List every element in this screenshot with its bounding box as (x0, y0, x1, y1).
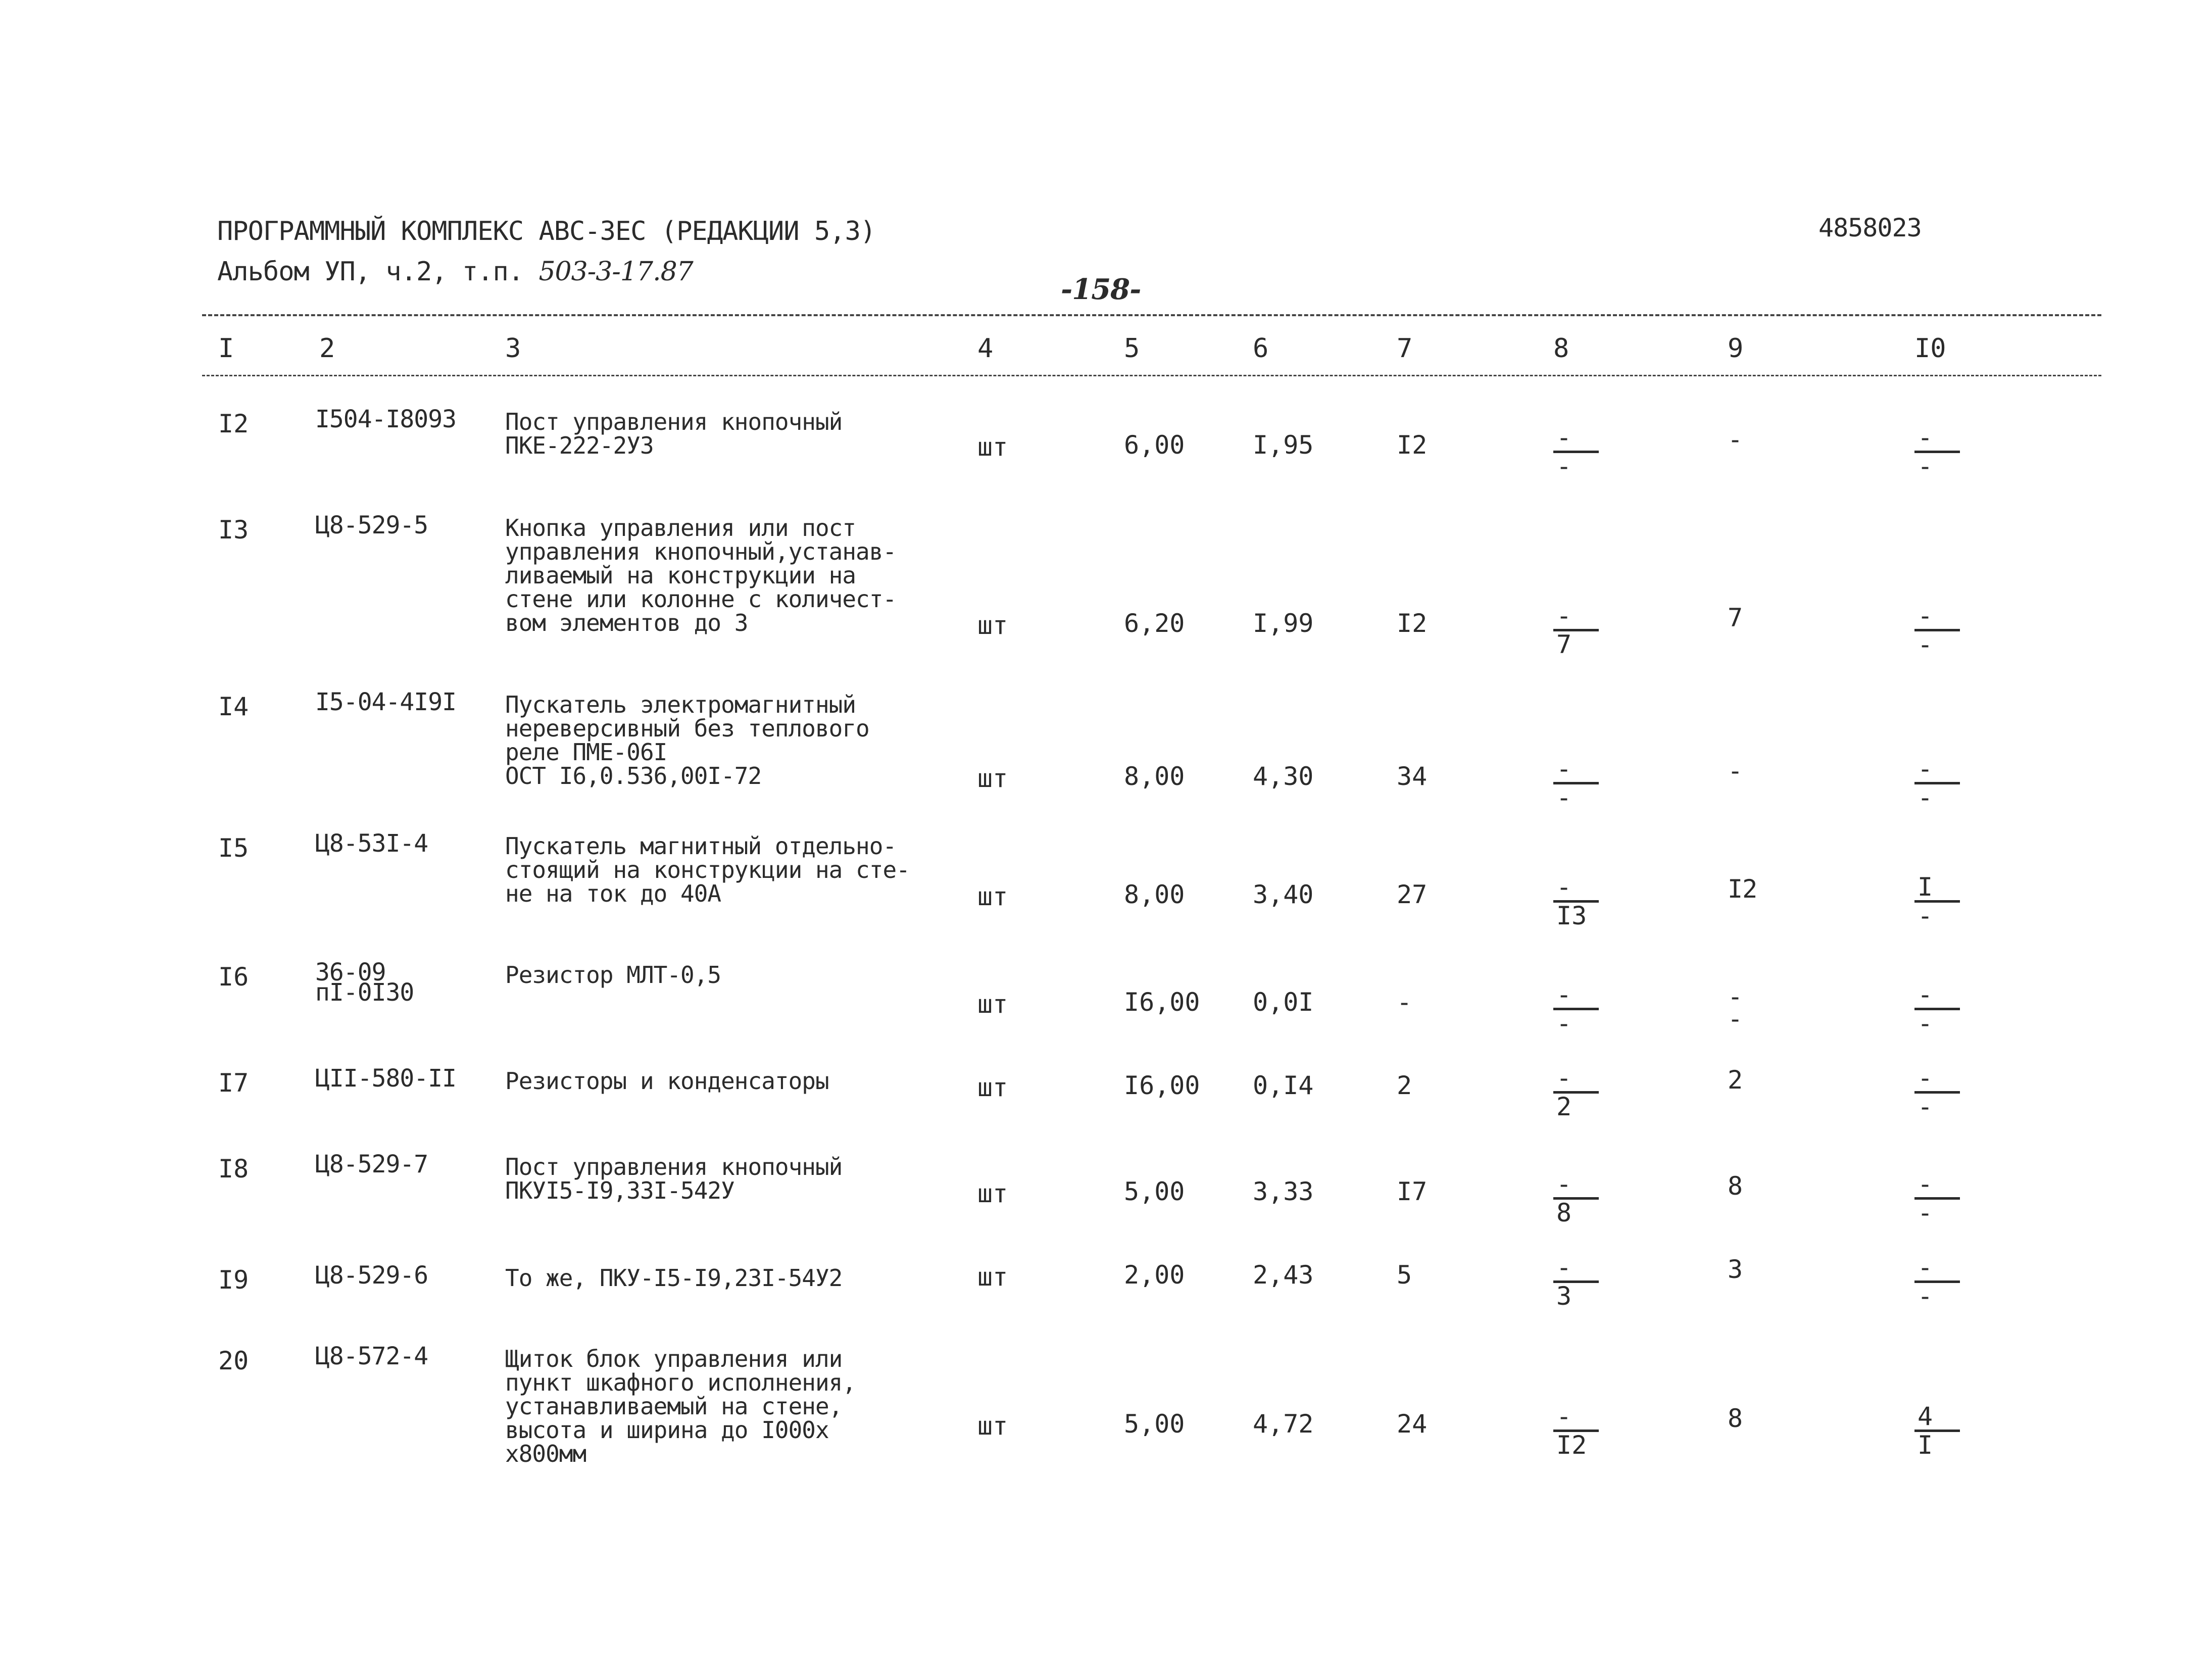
row-number: 20 (218, 1346, 249, 1375)
row-number: I7 (218, 1068, 249, 1098)
value-col9: I2 (1728, 874, 1757, 904)
value-col7: I2 (1397, 430, 1428, 460)
fraction-col8 (1553, 874, 1599, 929)
fraction-col10-denominator: - (1918, 1281, 1933, 1311)
value-col5: 8,00 (1124, 880, 1185, 909)
row-number: I3 (218, 515, 249, 545)
column-header-4: 4 (977, 333, 994, 364)
column-header-10: I0 (1914, 333, 1946, 364)
value-col6: 0,0I (1253, 988, 1314, 1017)
column-header-6: 6 (1253, 333, 1269, 364)
item-code: Ц8-529-7 (315, 1150, 428, 1178)
fraction-col10 (1914, 756, 1960, 811)
fraction-col10-denominator: - (1918, 1092, 1933, 1121)
row-number: I5 (218, 833, 249, 863)
fraction-col8 (1553, 756, 1599, 811)
fraction-col8 (1553, 1254, 1599, 1309)
fraction-col10-denominator: - (1918, 1198, 1933, 1227)
album-prefix: Альбом УП, ч.2, т.п. (217, 257, 524, 287)
fraction-col8-denominator: 8 (1556, 1198, 1572, 1227)
value-col7: 34 (1397, 762, 1428, 791)
fraction-col10-denominator: - (1918, 452, 1933, 481)
column-header-7: 7 (1397, 333, 1413, 364)
fraction-col8-numerator: - (1556, 754, 1572, 783)
fraction-col10 (1914, 1065, 1960, 1120)
item-code: Ц8-529-5 (315, 511, 428, 539)
fraction-col8-denominator: 3 (1556, 1281, 1572, 1311)
fraction-col10-numerator: - (1918, 754, 1933, 783)
fraction-col10-numerator: I (1918, 872, 1933, 902)
album-handwritten-number: 503-3-17.87 (538, 257, 693, 287)
value-col5: 8,00 (1124, 762, 1185, 791)
fraction-col8 (1553, 1065, 1599, 1120)
value-col9: 8 (1728, 1171, 1743, 1201)
fraction-col10-numerator: - (1918, 1253, 1933, 1282)
item-code: 36-09 пI-0I30 (315, 958, 414, 1007)
fraction-col8 (1553, 1403, 1599, 1458)
value-col6: 4,30 (1253, 762, 1314, 791)
unit: шт (977, 432, 1008, 462)
fraction-col8 (1553, 424, 1599, 479)
unit: шт (977, 882, 1008, 911)
value-col7: 2 (1397, 1071, 1412, 1100)
value-col9: 7 (1728, 603, 1743, 632)
value-col9: 2 (1728, 1065, 1743, 1095)
fraction-col8 (1553, 1171, 1599, 1226)
value-col6: 0,I4 (1253, 1071, 1314, 1100)
document-number: 4858023 (1818, 213, 1922, 242)
fraction-col10-numerator: - (1918, 423, 1933, 452)
fraction-col8-denominator: I3 (1556, 901, 1587, 930)
fraction-col10-denominator: I (1918, 1431, 1933, 1460)
value-col5: 6,00 (1124, 430, 1185, 460)
item-code: I504-I8093 (315, 405, 456, 433)
fraction-col10 (1914, 1254, 1960, 1309)
value-col7: - (1397, 988, 1412, 1017)
row-number: I9 (218, 1265, 249, 1295)
item-description: Щиток блок управления или пункт шкафного исполнения, устанавливаемый на стене, высота и ширина до I000х х800мм (505, 1345, 856, 1467)
fraction-col10-numerator: - (1918, 601, 1933, 630)
row-number: I2 (218, 409, 249, 438)
fraction-col8-denominator: - (1556, 783, 1572, 812)
fraction-col10 (1914, 1403, 1960, 1458)
fraction-col10-denominator: - (1918, 901, 1933, 930)
fraction-col8-denominator: - (1556, 452, 1572, 481)
fraction-col10-numerator: 4 (1918, 1402, 1933, 1431)
column-header-8: 8 (1553, 333, 1569, 364)
item-description: Резистор МЛТ-0,5 (505, 961, 721, 989)
unit: шт (977, 1073, 1008, 1102)
fraction-col8 (1553, 981, 1599, 1037)
value-col5: I6,00 (1124, 988, 1200, 1017)
item-description: Пост управления кнопочный ПКЕ-222-2УЗ (505, 408, 843, 459)
item-description: Пускатель магнитный отдельно- стоящий на конструкции на сте- не на ток до 40А (505, 832, 910, 907)
value-col7: 27 (1397, 880, 1428, 909)
top-rule (202, 314, 2101, 316)
fraction-col10 (1914, 424, 1960, 479)
item-description: Резисторы и конденсаторы (505, 1067, 829, 1095)
fraction-col8-numerator: - (1556, 423, 1572, 452)
row-number: I4 (218, 692, 249, 721)
row-number: I6 (218, 962, 249, 992)
value-col6: I,99 (1253, 609, 1314, 638)
unit: шт (977, 1262, 1008, 1292)
fraction-col10-numerator: - (1918, 980, 1933, 1009)
row-number: I8 (218, 1154, 249, 1184)
value-col5: 6,20 (1124, 609, 1185, 638)
header-rule (202, 375, 2101, 376)
document-title: ПРОГРАММНЫЙ КОМПЛЕКС АВС-ЗЕС (РЕДАКЦИИ 5,3) (217, 216, 876, 247)
value-col6: 3,40 (1253, 880, 1314, 909)
column-header-5: 5 (1124, 333, 1140, 364)
value-col6: 3,33 (1253, 1177, 1314, 1206)
item-description: Пост управления кнопочный ПКУI5-I9,33I-542У (505, 1153, 843, 1204)
item-code: Ц8-53I-4 (315, 829, 428, 858)
item-code: Ц8-572-4 (315, 1342, 428, 1370)
value-col5: 2,00 (1124, 1260, 1185, 1290)
item-code: Ц8-529-6 (315, 1261, 428, 1290)
value-col7: 24 (1397, 1409, 1428, 1439)
item-code: I5-04-4I9I (315, 688, 456, 716)
fraction-col10 (1914, 603, 1960, 658)
fraction-col10 (1914, 1171, 1960, 1226)
fraction-col8-numerator: - (1556, 1169, 1572, 1199)
fraction-col8-numerator: - (1556, 1253, 1572, 1282)
value-col9: - (1728, 425, 1743, 454)
column-header-1: I (218, 333, 234, 364)
album-reference (217, 257, 693, 287)
value-col9: 3 (1728, 1255, 1743, 1284)
fraction-col8-numerator: - (1556, 1402, 1572, 1431)
unit: шт (977, 611, 1008, 640)
column-header-3: 3 (505, 333, 521, 364)
fraction-col8-denominator: 7 (1556, 630, 1572, 659)
value-col6: 4,72 (1253, 1409, 1314, 1439)
fraction-col10-numerator: - (1918, 1169, 1933, 1199)
fraction-col10-denominator: - (1918, 783, 1933, 812)
fraction-col8-denominator: - (1556, 1009, 1572, 1038)
value-col9: - (1728, 756, 1743, 785)
unit: шт (977, 1411, 1008, 1441)
fraction-col10 (1914, 874, 1960, 929)
value-col5: 5,00 (1124, 1409, 1185, 1439)
fraction-col8-numerator: - (1556, 601, 1572, 630)
column-header-9: 9 (1728, 333, 1744, 364)
value-col9: 8 (1728, 1404, 1743, 1433)
fraction-col8-numerator: - (1556, 872, 1572, 902)
value-col7: 5 (1397, 1260, 1412, 1290)
fraction-col8-denominator: I2 (1556, 1431, 1587, 1460)
fraction-col8-numerator: - (1556, 980, 1572, 1009)
value-col7: I7 (1397, 1177, 1428, 1206)
value-col5: I6,00 (1124, 1071, 1200, 1100)
value-col6: I,95 (1253, 430, 1314, 460)
unit: шт (977, 990, 1008, 1019)
unit: шт (977, 764, 1008, 793)
fraction-col8 (1553, 603, 1599, 658)
item-description: То же, ПКУ-I5-I9,23I-54У2 (505, 1264, 843, 1292)
fraction-col10-denominator: - (1918, 630, 1933, 659)
value-col9: - - (1728, 982, 1743, 1033)
value-col6: 2,43 (1253, 1260, 1314, 1290)
fraction-col8-denominator: 2 (1556, 1092, 1572, 1121)
item-description: Кнопка управления или пост управления кнопочный,устанав- ливаемый на конструкции на стене или колонне с количест- вом элементов до 3 (505, 514, 897, 636)
fraction-col10-denominator: - (1918, 1009, 1933, 1038)
fraction-col8-numerator: - (1556, 1063, 1572, 1093)
fraction-col10 (1914, 981, 1960, 1037)
value-col5: 5,00 (1124, 1177, 1185, 1206)
page-number: -158- (1061, 273, 1141, 306)
item-description: Пускатель электромагнитный нереверсивный без теплового реле ПМЕ-06I ОСТ I6,0.536,00I-72 (505, 691, 869, 790)
column-header-2: 2 (319, 333, 335, 364)
fraction-col10-numerator: - (1918, 1063, 1933, 1093)
item-code: ЦII-580-II (315, 1064, 456, 1093)
value-col7: I2 (1397, 609, 1428, 638)
unit: шт (977, 1179, 1008, 1208)
